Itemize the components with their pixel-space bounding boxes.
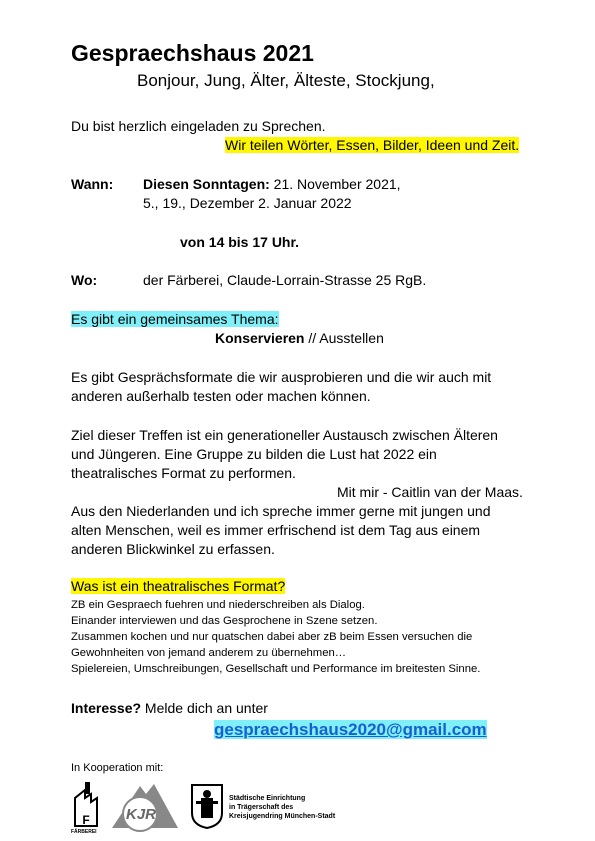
signature: Mit mir - Caitlin van der Maas. [337, 484, 523, 500]
intro-line-2 [225, 136, 519, 155]
contact-rest: Melde dich an unter [141, 700, 268, 716]
svg-text:F: F [82, 813, 90, 827]
theme-text [215, 329, 384, 348]
munich-crest-icon [190, 783, 224, 829]
where-place: der Färberei, Claude-Lorrain-Strasse 25 RgB. [143, 272, 427, 288]
when-dates-1 [143, 175, 401, 194]
theme-heading [71, 310, 279, 329]
goal-line-6: anderen Blickwinkel zu erfassen. [71, 541, 275, 557]
goal-line-3: theatralisches Format zu performen. [71, 465, 296, 481]
theatre-item: Zusammen kochen und nur quatschen dabei aber zB beim Essen versuchen die [71, 631, 473, 643]
formats-line-2: anderen außerhalb testen oder machen können. [71, 388, 371, 404]
greeting: Bonjour, Jung, Älter, Älteste, Stockjung, [137, 71, 435, 90]
institution-line-1: Städtische Einrichtung [229, 795, 306, 802]
theme-highlight: Es gibt ein gemeinsames Thema: [71, 311, 279, 327]
faerberei-logo-icon [71, 780, 111, 830]
contact-bold: Interesse? [71, 700, 142, 716]
when-time: von 14 bis 17 Uhr. [180, 234, 300, 250]
kjr-logo-text: KJR [126, 806, 157, 823]
goal-line-1: Ziel dieser Treffen ist ein generationeller Austausch zwischen Älteren [71, 427, 498, 443]
email-wrap [214, 720, 487, 740]
formats-line-1: Es gibt Gesprächsformate die wir ausprobieren und die wir auch mit [71, 369, 492, 385]
goal-line-5: alten Menschen, weil es immer erfrischend ist dem Tag aus einem [71, 522, 481, 538]
goal-line-2: und Jüngeren. Eine Gruppe zu bilden die Lust hat 2022 ein [71, 446, 437, 462]
institution-line-2: in Trägerschaft des [229, 804, 294, 811]
goal-line-4: Aus den Niederlanden und ich spreche immer gerne mit jungen und [71, 503, 491, 519]
theatre-heading [71, 577, 285, 596]
theatre-item: Spielereien, Umschreibungen, Gesellschaft und Performance im breitesten Sinne. [71, 663, 481, 675]
theatre-item: ZB ein Gespraech fuehren und niederschreiben als Dialog. [71, 599, 365, 611]
email-link[interactable]: gespraechshaus2020@gmail.com [214, 720, 487, 739]
page-title: Gespraechshaus 2021 [71, 40, 314, 66]
contact-line [71, 699, 268, 718]
intro-line-1: Du bist herzlich eingeladen zu Sprechen. [71, 118, 326, 134]
intro-highlight: Wir teilen Wörter, Essen, Bilder, Ideen und Zeit. [225, 137, 520, 153]
theatre-item: Einander interviewen und das Gesprochene in Szene setzen. [71, 615, 378, 627]
theatre-item: Gewohnheiten von jemand anderem zu übernehmen… [71, 647, 347, 659]
theatre-highlight: Was ist ein theatralisches Format? [71, 578, 286, 594]
when-label: Wann: [71, 176, 114, 192]
theme-bold: Konservieren [215, 330, 305, 346]
when-dates-2: 5., 19., Dezember 2. Januar 2022 [143, 195, 352, 211]
faerberei-logo-text: FÄRBEREI [71, 829, 97, 835]
theme-rest: // Ausstellen [304, 330, 384, 346]
when-dates-rest: 21. November 2021, [269, 176, 401, 192]
when-bold: Diesen Sonntagen: [143, 176, 270, 192]
institution-line-3: Kreisjugendring München-Stadt [229, 813, 336, 820]
cooperation-label: In Kooperation mit: [71, 762, 164, 774]
where-label: Wo: [71, 272, 98, 288]
